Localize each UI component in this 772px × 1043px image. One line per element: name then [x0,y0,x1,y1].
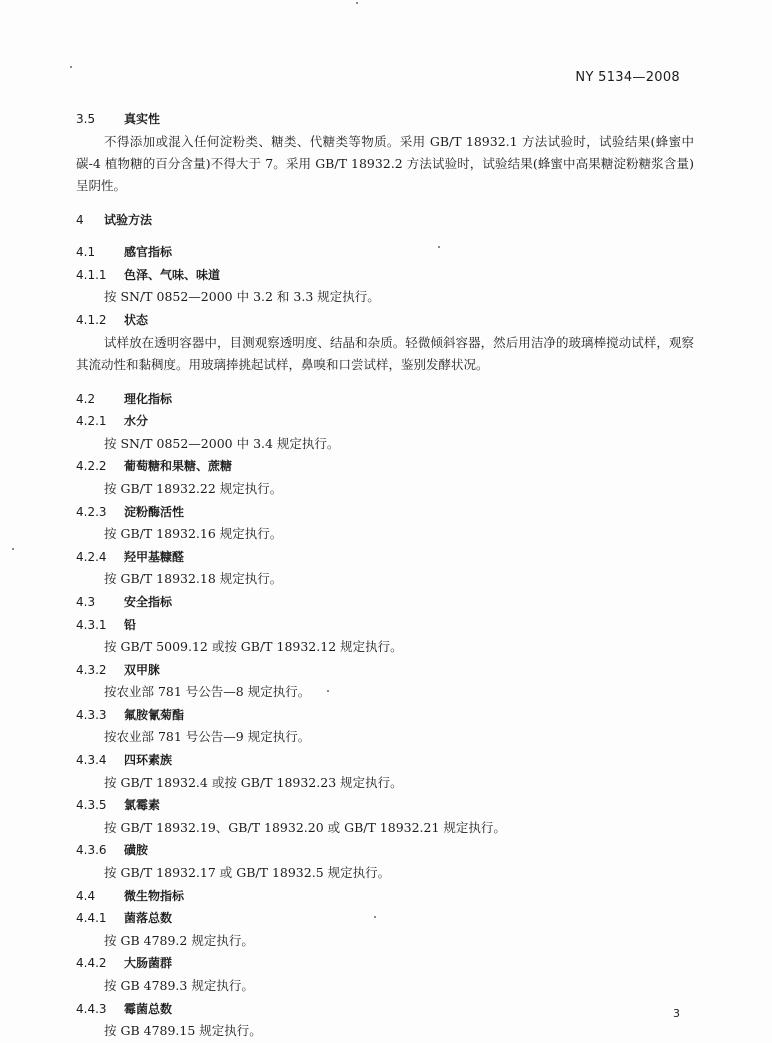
body-text: 按 GB 4789.15 规定执行。 [104,1023,262,1039]
body-text: 按 GB 4789.2 规定执行。 [104,932,254,948]
section-title: 淀粉酶活性 [124,504,185,519]
section-number: 4.2.1 [76,414,107,429]
section-number: 4.2.4 [76,549,107,564]
section-heading [76,209,696,232]
section-number: 4.4.3 [76,1001,107,1016]
body-text: 按 GB/T 18932.16 规定执行。 [104,526,283,542]
body-text: 按 GB/T 18932.4 或按 GB/T 18932.23 规定执行。 [104,774,403,790]
section-heading [76,108,696,131]
body-paragraph [76,332,694,376]
scan-speck [438,246,440,248]
spacer [76,197,696,209]
section-title: 氯霉素 [124,798,161,813]
section-title: 铅 [124,617,137,632]
section-title: 微生物指标 [124,888,185,903]
section-number: 4.1.1 [76,267,107,282]
section-title: 感官指标 [124,245,173,260]
page-number: 3 [673,1007,680,1020]
section-heading [76,794,696,817]
paragraph-text: 不得添加或混入任何淀粉类、糖类、代糖类等物质。采用 GB/T 18932.1 方法试验时，试验结果(蜂蜜中碳-4 植物糖的百分含量)不得大于 7。采用 GB/T 18932.2 方法试验时，试验结果(蜂蜜中高果糖淀粉糖浆含量)呈阴性。 [76,133,694,193]
section-title: 磺胺 [124,843,149,858]
document-body [76,108,696,1043]
section-number: 4.2 [76,391,96,406]
section-heading [76,501,696,524]
section-title: 氟胺氰菊酯 [124,707,185,722]
section-heading [76,998,696,1021]
section-heading [76,388,696,411]
scan-speck [12,548,14,550]
section-title: 安全指标 [124,594,173,609]
section-number: 3.5 [76,112,96,126]
section-title: 试验方法 [104,212,153,227]
section-number: 4.3.2 [76,662,107,677]
section-heading [76,241,696,264]
body-text: 按 GB/T 5009.12 或按 GB/T 18932.12 规定执行。 [104,639,403,655]
section-title: 霉菌总数 [124,1001,173,1016]
scan-speck [374,916,376,918]
section-title: 真实性 [124,112,161,126]
section-heading [76,704,696,727]
section-number: 4.1 [76,245,96,260]
section-title: 色泽、气味、味道 [124,267,221,282]
section-title: 葡萄糖和果糖、蔗糖 [124,459,233,474]
spacer [76,376,696,388]
section-number: 4.3.1 [76,617,107,632]
body-paragraph [76,131,694,197]
scan-speck [356,2,358,4]
body-text: 按 GB/T 18932.22 规定执行。 [104,480,283,496]
section-title: 菌落总数 [124,911,173,926]
section-number: 4.3.4 [76,753,107,768]
section-heading [76,659,696,682]
body-text: 按 SN/T 0852—2000 中 3.2 和 3.3 规定执行。 [104,289,380,305]
document-code-header: NY 5134—2008 [575,70,680,85]
spacer [76,231,696,241]
section-heading [76,614,696,637]
section-number: 4.1.2 [76,312,107,327]
section-heading [76,410,696,433]
section-title: 四环素族 [124,753,173,768]
section-title: 羟甲基糠醛 [124,549,185,564]
body-text: 按 GB/T 18932.17 或 GB/T 18932.5 规定执行。 [104,865,391,881]
section-number: 4.4.2 [76,956,107,971]
section-number: 4.3.3 [76,707,107,722]
body-text: 按 SN/T 0852—2000 中 3.4 规定执行。 [104,435,340,451]
body-text: 按农业部 781 号公告—8 规定执行。 [104,684,311,700]
section-heading [76,839,696,862]
section-heading [76,309,696,332]
section-number: 4.4 [76,888,96,903]
section-heading [76,546,696,569]
section-title: 状态 [124,312,149,327]
scan-speck [70,66,72,68]
paragraph-text: 试样放在透明容器中，目测观察透明度、结晶和杂质。轻微倾斜容器，然后用洁净的玻璃棒搅动试样，观察其流动性和黏稠度。用玻璃捧挑起试样，鼻嗅和口尝试样，鉴别发酵状况。 [76,334,694,372]
section-number: 4.4.1 [76,911,107,926]
section-number: 4.2.2 [76,459,107,474]
section-heading [76,264,696,287]
section-heading [76,749,696,772]
scan-speck [327,690,329,692]
section-heading [76,591,696,614]
section-heading [76,885,696,908]
section-heading [76,952,696,975]
section-number: 4.3.5 [76,798,107,813]
section-number: 4.2.3 [76,504,107,519]
section-number: 4 [76,212,84,227]
section-heading [76,455,696,478]
section-title: 理化指标 [124,391,173,406]
section-title: 双甲脒 [124,662,161,677]
body-text: 按 GB 4789.3 规定执行。 [104,978,254,993]
body-text: 按 GB/T 18932.19、GB/T 18932.20 或 GB/T 18932.21 规定执行。 [104,819,506,835]
section-title: 大肠菌群 [124,956,173,971]
body-text: 按农业部 781 号公告—9 规定执行。 [104,729,311,745]
body-text: 按 GB/T 18932.18 规定执行。 [104,571,283,587]
section-number: 4.3.6 [76,843,107,858]
section-number: 4.3 [76,594,96,609]
section-title: 水分 [124,414,149,429]
section-heading [76,907,696,930]
